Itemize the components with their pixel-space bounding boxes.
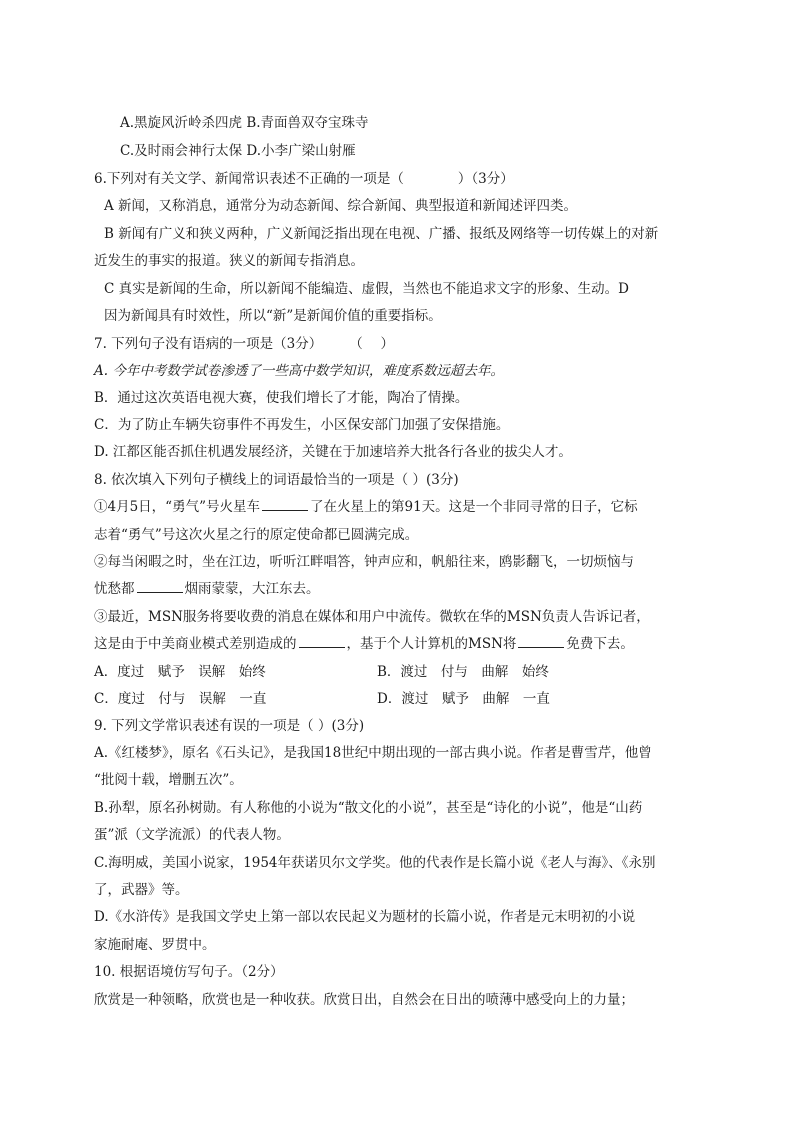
q8-blank-4[interactable] [518,635,564,648]
q8-s2-text-post: 烟雨蒙蒙，大江东去。 [184,581,320,597]
q8-sentence1-line1 [94,498,664,516]
q8-sentence3-line1: ③最近，MSN服务将要收费的消息在媒体和用户中流传。微软在华的MSN负责人告诉记者， [94,609,650,625]
q6-option-d: 因为新闻具有时效性，所以“新”是新闻价值的重要指标。 [104,308,442,324]
q8-s3-text-post: 免费下去。 [566,636,634,652]
q10-stem: 10. 根据语境仿写句子。（2分） [94,964,284,980]
q8-sentence2-line1: ②每当闲暇之时，坐在江边，听听江畔唱答，钟声应和，帆船往来，鸥影翻飞，一切烦恼与 [94,554,634,570]
q8-s1-text-pre: ①4月5日，“勇气”号火星车 [94,499,260,515]
q8-blank-3[interactable] [299,635,345,648]
q8-option-c: C．度过 付与 误解 一直 [94,691,267,707]
q8-options-ab [94,663,664,681]
q8-option-d: D．渡过 赋予 曲解 一直 [377,691,550,707]
q9-option-b-line2: 蛋”派（文学流派）的代表人物。 [94,827,290,843]
q7-option-c: C．为了防止车辆失窃事件不再发生，小区保安部门加强了安保措施。 [94,417,510,433]
q9-option-a-line2: “批阅十载，增删五次”。 [94,772,243,788]
q9-option-c-line1: C.海明威，美国小说家，1954年获诺贝尔文学奖。他的代表作是长篇小说《老人与海》、《永别 [94,855,656,871]
q7-option-a: A. 今年中考数学试卷渗透了一些高中数学知识，难度系数远超去年。 [94,363,504,379]
q6-option-a: A 新闻，又称消息，通常分为动态新闻、综合新闻、典型报道和新闻述评四类。 [104,198,578,214]
q7-option-d: D. 江都区能否抓住机遇发展经济，关键在于加速培养大批各行各业的拔尖人才。 [94,444,572,460]
q7-stem: 7. 下列句子没有语病的一项是（3分） （ ） [94,336,395,352]
q8-blank-2[interactable] [137,580,183,593]
q9-option-d-line1: D.《水浒传》是我国文学史上第一部以农民起义为题材的长篇小说，作者是元末明初的小说 [94,909,636,925]
q6-option-c: C 真实是新闻的生命，所以新闻不能编造、虚假，当然也不能追求文字的形象、生动。D [104,281,629,297]
q8-s3-text-pre: 这是由于中美商业模式差别造成的 [94,636,297,652]
q8-blank-1[interactable] [262,498,308,511]
q8-s1-text-post: 了在火星上的第91天。这是一个非同寻常的日子，它标 [309,499,638,515]
q8-option-b: B．渡过 付与 曲解 始终 [377,664,549,680]
q5-options-ab: A.黑旋风沂岭杀四虎 B.青面兽双夺宝珠寺 [120,115,369,131]
q9-option-d-line2: 家施耐庵、罗贯中。 [94,937,216,953]
q8-stem: 8. 依次填入下列句子横线上的词语最恰当的一项是（ ）(3分) [94,472,459,488]
q5-options-cd: C.及时雨会神行太保 D.小李广梁山射雁 [120,143,356,159]
q7-option-b: B．通过这次英语电视大赛，使我们增长了才能，陶冶了情操。 [94,390,469,406]
q8-sentence3-line2 [94,635,664,653]
q8-option-a: A．度过 赋予 误解 始终 [94,664,266,680]
q8-sentence2-line2 [94,580,664,598]
q10-text: 欣赏是一种领略，欣赏也是一种收获。欣赏日出，自然会在日出的喷薄中感受向上的力量； [94,992,634,1008]
q8-s3-text-mid: ，基于个人计算机的MSN将 [346,636,517,652]
q9-option-c-line2: 了，武器》等。 [94,882,189,898]
q8-sentence1-line2: 志着“勇气”号这次火星之行的原定使命都已圆满完成。 [94,527,419,543]
q9-stem: 9. 下列文学常识表述有误的一项是（ ）(3分) [94,718,365,734]
q9-option-a-line1: A.《红楼梦》，原名《石头记》，是我国18世纪中期出现的一部古典小说。作者是曹雪芹，他曾 [94,745,652,761]
q6-option-b-line2: 近发生的事实的报道。狭义的新闻专指消息。 [94,253,364,269]
q6-option-b-line1: B 新闻有广义和狭义两种，广义新闻泛指出现在电视、广播、报纸及网络等一切传媒上的对新 [104,226,659,242]
q8-s2-text-pre: 忧愁都 [94,581,135,597]
q6-stem: 6.下列对有关文学、新闻常识表述不正确的一项是（ ）（3分） [94,171,514,187]
q8-options-cd [94,690,664,708]
q9-option-b-line1: B.孙犁，原名孙树勋。有人称他的小说为“散文化的小说”，甚至是“诗化的小说”，他是“山药 [94,800,643,816]
